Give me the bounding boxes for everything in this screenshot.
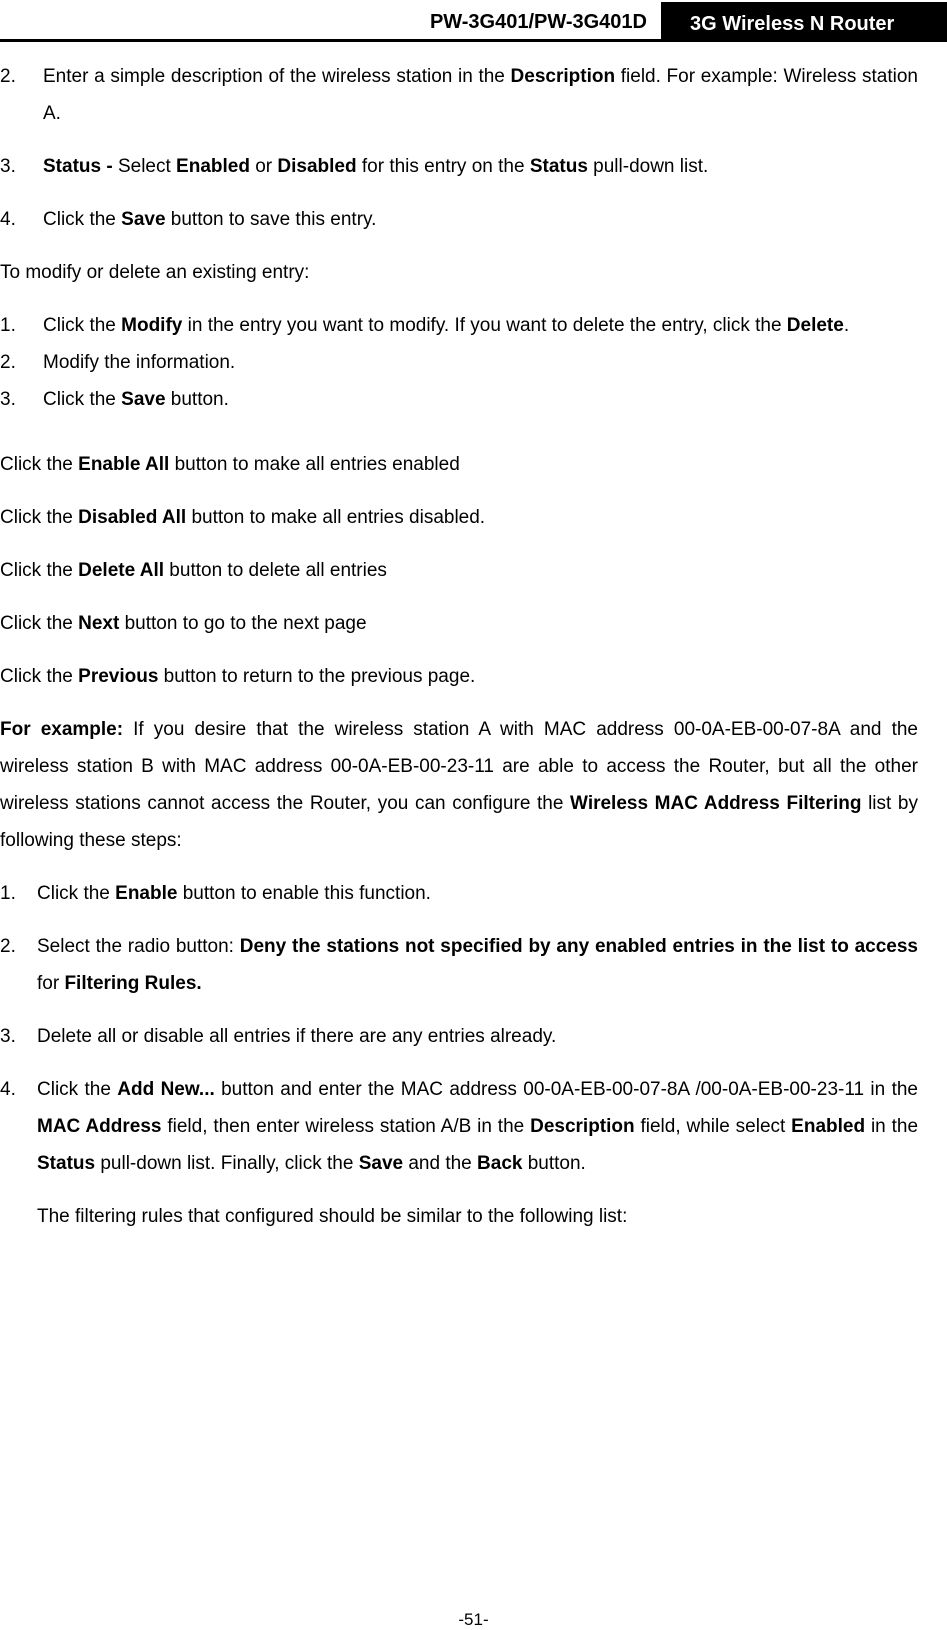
step-text: button to save this entry. (165, 209, 377, 230)
step-number: 4. (0, 209, 16, 230)
example-text: If you desire that the wireless station A with MAC address 00-0A-EB-00-07-8A and the wireless station B with MAC address 00-0A-EB-00-23-11 are able to access the Router, but all the other wireless stations cannot access the Router, you can configure the (0, 719, 918, 814)
step-text: for this entry on the (356, 156, 530, 177)
step-bold: Add New... (117, 1079, 215, 1100)
note-text: button to make all entries enabled (169, 454, 460, 475)
step-number: 3. (0, 156, 16, 177)
note-text: Click the (0, 666, 79, 687)
modify-step-2 (0, 344, 918, 381)
step-text: . (843, 315, 850, 336)
example-step-3 (0, 1018, 918, 1055)
note-text: button to make all entries disabled. (186, 507, 486, 528)
step-number: 3. (0, 389, 16, 410)
example-step-2 (0, 928, 918, 1002)
note-text: button to go to the next page (119, 613, 367, 634)
step-text: pull-down list. (587, 156, 709, 177)
step-text: button. (522, 1153, 586, 1174)
note-text: Click the (0, 507, 79, 528)
step-text: Select (117, 156, 177, 177)
step-bold: Disabled (277, 156, 357, 177)
step-text: Click the (37, 1079, 118, 1100)
add-step-4 (0, 201, 918, 238)
step-text: button. (165, 389, 229, 410)
step-number: 2. (0, 936, 16, 957)
step-number: 2. (0, 352, 16, 373)
note-text: Click the (0, 454, 79, 475)
step-bold: Save (121, 389, 166, 410)
step-bold: Filtering Rules. (64, 973, 202, 994)
example-bold: For example: (0, 719, 124, 740)
step-text: Click the (43, 315, 122, 336)
modify-intro: To modify or delete an existing entry: (0, 262, 310, 283)
note-next (0, 605, 918, 642)
note-enable-all (0, 446, 918, 483)
header-model-name: PW-3G401/PW-3G401D (429, 11, 647, 33)
page-header (0, 0, 947, 42)
add-step-2 (0, 58, 918, 132)
document-body (0, 58, 918, 1235)
step-text: pull-down list. Finally, click the (95, 1153, 359, 1174)
step-text: Click the (43, 389, 122, 410)
add-step-3 (0, 148, 918, 185)
step-bold: Description (530, 1116, 635, 1137)
note-bold: Previous (78, 666, 159, 687)
step-bold: Enabled (791, 1116, 866, 1137)
step-text: Select the radio button: (37, 936, 240, 957)
step-text: in the entry you want to modify. If you want to delete the entry, click the (182, 315, 787, 336)
note-bold: Enable All (78, 454, 170, 475)
example-paragraph (0, 711, 918, 859)
step-number: 2. (0, 66, 16, 87)
step-number: 3. (0, 1026, 16, 1047)
step-text: or (249, 156, 278, 177)
step-bold: MAC Address (37, 1116, 162, 1137)
header-rule (0, 39, 947, 42)
note-delete-all (0, 552, 918, 589)
step-text: in the (865, 1116, 919, 1137)
example-text: list by following these steps: (0, 793, 918, 851)
step-text: field. For example: Wireless station A. (43, 66, 918, 124)
example-bold: Wireless MAC Address Filtering (570, 793, 862, 814)
note-text: button to return to the previous page. (158, 666, 476, 687)
note-text: button to delete all entries (164, 560, 387, 581)
header-product-tab: 3G Wireless N Router (661, 2, 947, 39)
step-bold: Status (37, 1153, 96, 1174)
step-bold: Enable (115, 883, 178, 904)
step-text: Click the (37, 883, 116, 904)
step-text: field, then enter wireless station A/B in the (161, 1116, 531, 1137)
step-text: button and enter the MAC address 00-0A-EB-00-07-8A /00-0A-EB-00-23-11 in the (214, 1079, 918, 1100)
modify-step-3 (0, 381, 918, 418)
step-bold: Status - (43, 156, 118, 177)
modify-step-1 (0, 307, 918, 344)
step-bold: Save (358, 1153, 404, 1174)
step-number: 1. (0, 883, 16, 904)
step-bold: Description (510, 66, 616, 87)
step-bold: Deny the stations not specified by any enabled entries in the list to access (239, 936, 919, 957)
note-text: Click the (0, 560, 79, 581)
step-text: Delete all or disable all entries if there are any entries already. (37, 1026, 557, 1047)
example-step-1 (0, 875, 918, 912)
note-bold: Delete All (78, 560, 165, 581)
step-bold: Status (529, 156, 588, 177)
step-bold: Save (121, 209, 166, 230)
step-bold: Back (477, 1153, 523, 1174)
step-text: button to enable this function. (177, 883, 431, 904)
step-number: 1. (0, 315, 16, 336)
step-text: Modify the information. (43, 352, 236, 373)
closing-text: The filtering rules that configured should be similar to the following list: (37, 1206, 628, 1227)
note-previous (0, 658, 918, 695)
example-step-4 (0, 1071, 918, 1182)
step-bold: Enabled (176, 156, 250, 177)
step-text: and the (403, 1153, 478, 1174)
note-disabled-all (0, 499, 918, 536)
note-text: Click the (0, 613, 79, 634)
note-bold: Disabled All (78, 507, 187, 528)
step-text: field, while select (634, 1116, 792, 1137)
step-text: Enter a simple description of the wireless station in the (43, 66, 511, 87)
step-bold: Delete (786, 315, 844, 336)
note-bold: Next (78, 613, 120, 634)
step-bold: Modify (121, 315, 183, 336)
step-text: Click the (43, 209, 122, 230)
page-number: -51- (458, 1610, 489, 1629)
step-text: for (37, 973, 65, 994)
step-number: 4. (0, 1079, 16, 1100)
